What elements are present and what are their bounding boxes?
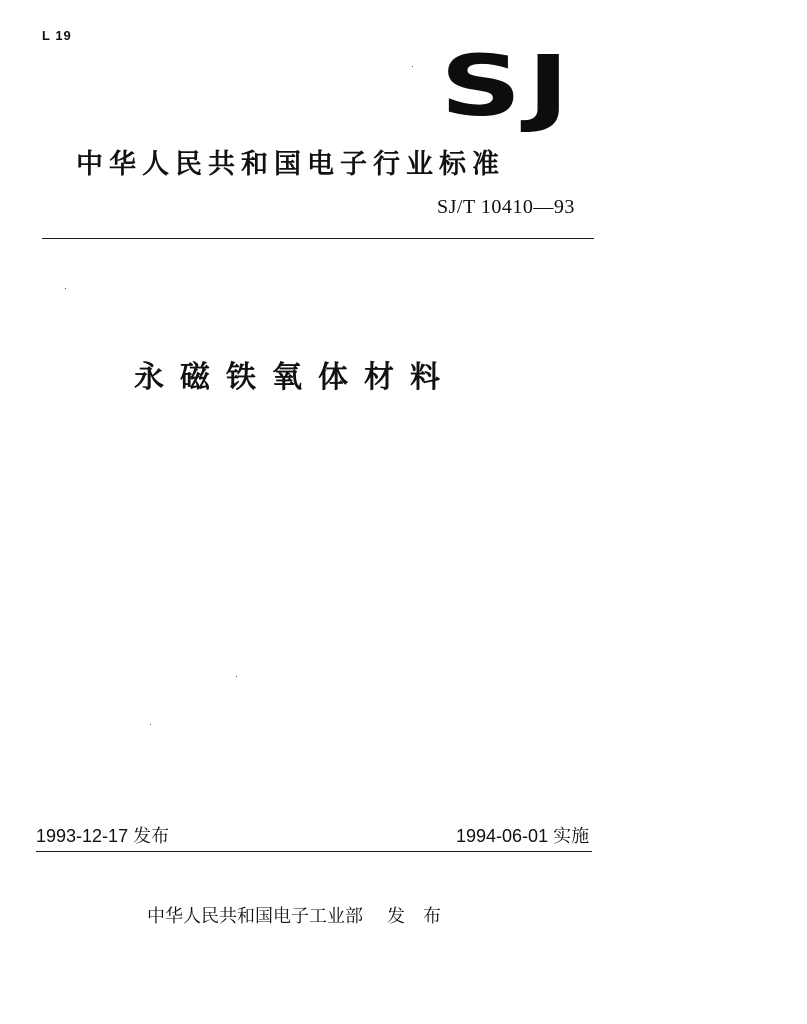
issuer-line — [147, 902, 459, 928]
scan-speck — [150, 724, 151, 725]
standard-organization-title: 中华人民共和国电子行业标准 — [76, 149, 505, 180]
issuer-name: 中华人民共和国电子工业部 — [147, 906, 363, 927]
scan-speck — [236, 676, 237, 677]
issuer-action: 发布 — [387, 906, 459, 927]
scan-speck — [65, 288, 66, 289]
effective-date: 1994-06-01 实施 — [456, 826, 590, 846]
issue-date: 1993-12-17 发布 — [36, 826, 170, 846]
standard-number: SJ/T 10410—93 — [437, 196, 575, 218]
document-title: 永磁铁氧体材料 — [134, 360, 456, 395]
footer-divider — [36, 851, 592, 852]
scan-speck — [412, 66, 413, 67]
sj-logo: SJ — [440, 37, 575, 135]
header-divider — [42, 238, 594, 239]
ccs-classification-code: L 19 — [42, 28, 72, 43]
